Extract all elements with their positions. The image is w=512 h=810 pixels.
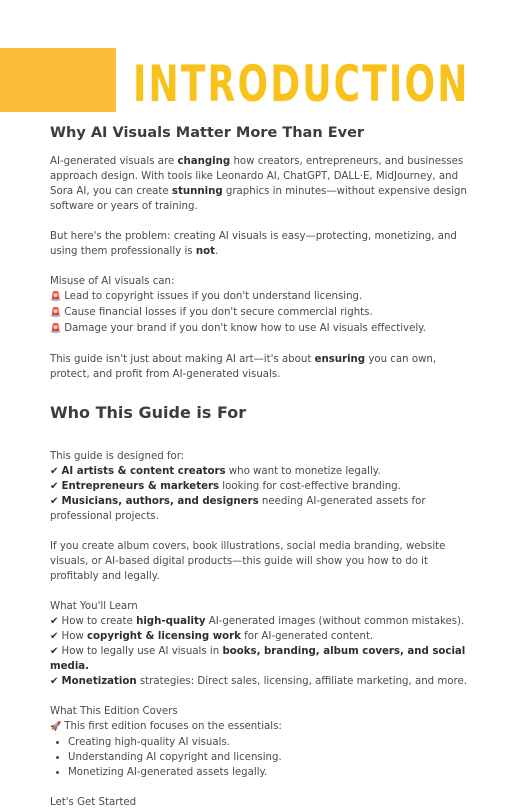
edition-title: What This Edition Covers (50, 706, 178, 717)
section-heading-who: Who This Guide is For (50, 403, 247, 422)
audience-item: ✔ Entrepreneurs & marketers looking for cost-effective branding. (50, 481, 401, 492)
main-content (50, 124, 470, 810)
checkmark-icon: ✔ (50, 466, 59, 477)
checkmark-icon: ✔ (50, 496, 59, 507)
checkmark-icon: ✔ (50, 646, 59, 657)
learn-item: ✔ How to create high-quality AI-generated images (without common mistakes). (50, 616, 465, 627)
checkmark-icon: ✔ (50, 631, 59, 642)
edition-list (50, 735, 470, 780)
checkmark-icon: ✔ (50, 481, 59, 492)
learn-title: What You'll Learn (50, 601, 138, 612)
siren-icon: 🚨 (50, 324, 62, 334)
paragraph-use-cases: If you create album covers, book illustrations, social media branding, website visuals, or AI-based digital products—this guide will show you how to do it profitably and legally. (50, 541, 446, 582)
misuse-item: 🚨 Cause financial losses if you don't secure commercial rights. (50, 305, 470, 321)
paragraph-problem: But here's the problem: creating AI visuals is easy—protecting, monetizing, and using them professionally is not. (50, 231, 457, 257)
rocket-icon: 🚀 (50, 722, 62, 732)
edition-intro: 🚀 This first edition focuses on the essentials: (50, 719, 470, 735)
siren-icon: 🚨 (50, 308, 62, 318)
checkmark-icon: ✔ (50, 616, 59, 627)
misuse-item: 🚨 Lead to copyright issues if you don't understand licensing. (50, 289, 470, 305)
misuse-item: 🚨 Damage your brand if you don't know how to use AI visuals effectively. (50, 321, 470, 337)
section-heading-why: Why AI Visuals Matter More Than Ever (50, 125, 365, 141)
paragraph-intro: AI-generated visuals are changing how creators, entrepreneurs, and businesses approach design. With tools like Leonardo AI, ChatGPT, DALL·E, MidJourney, and Sora AI, you can create stunning graphics in minutes—without expensive design software or years of training. (50, 156, 467, 212)
misuse-intro: Misuse of AI visuals can: (50, 276, 175, 287)
learn-item: ✔ How to legally use AI visuals in books, branding, album covers, and social media. (50, 646, 466, 672)
siren-icon: 🚨 (50, 292, 62, 302)
list-item: • Understanding AI copyright and licensing. (68, 750, 470, 765)
accent-bar (0, 48, 116, 112)
audience-item: ✔ AI artists & content creators who want to monetize legally. (50, 466, 381, 477)
learn-item: ✔ How copyright & licensing work for AI-generated content. (50, 631, 374, 642)
checkmark-icon: ✔ (50, 676, 59, 687)
page-title: INTRODUCTION (133, 55, 470, 113)
lets-get-started: Let's Get Started (50, 797, 137, 808)
list-item: • Creating high-quality AI visuals. (68, 735, 470, 750)
learn-item: ✔ Monetization strategies: Direct sales, licensing, affiliate marketing, and more. (50, 676, 468, 687)
list-item: • Monetizing AI-generated assets legally. (68, 765, 470, 780)
audience-intro: This guide is designed for: (50, 451, 185, 462)
paragraph-guide-purpose: This guide isn't just about making AI art—it's about ensuring you can own, protect, and profit from AI-generated visuals. (50, 354, 437, 380)
audience-item: ✔ Musicians, authors, and designers needing AI-generated assets for professional projects. (50, 496, 426, 522)
